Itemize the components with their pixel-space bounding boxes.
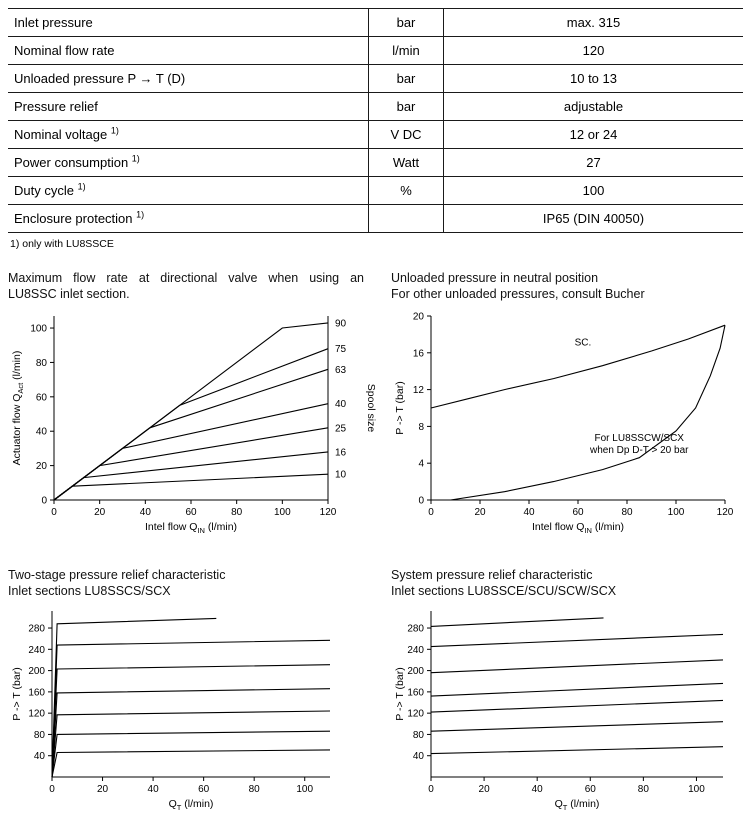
- footnote-marker: 1): [77, 181, 86, 192]
- svg-text:100: 100: [667, 507, 685, 518]
- svg-text:12: 12: [412, 385, 424, 397]
- svg-text:40: 40: [35, 426, 47, 438]
- svg-text:60: 60: [185, 507, 197, 518]
- spec-row: [8, 9, 743, 37]
- spec-unit: l/min: [369, 37, 444, 65]
- unloaded-pressure-plot: [391, 308, 739, 540]
- svg-text:20: 20: [96, 784, 109, 795]
- spec-value: 100: [444, 177, 744, 205]
- spec-table-body: [8, 9, 743, 233]
- spec-row: [8, 149, 743, 177]
- spec-param-label: Nominal voltage: [14, 127, 111, 142]
- spec-param: [8, 205, 369, 233]
- system-relief-plot: [391, 605, 739, 817]
- svg-text:60: 60: [584, 784, 596, 795]
- svg-text:60: 60: [572, 507, 584, 518]
- svg-text:25: 25: [335, 423, 347, 435]
- spec-param: [8, 149, 369, 177]
- svg-text:40: 40: [335, 399, 347, 411]
- svg-text:0: 0: [428, 784, 434, 795]
- spec-param-label: Pressure relief: [14, 99, 98, 114]
- two-stage-relief-plot: [8, 605, 344, 817]
- svg-text:20: 20: [474, 507, 486, 518]
- svg-text:80: 80: [35, 357, 47, 369]
- svg-text:100: 100: [688, 784, 705, 795]
- chart-max-flow-rate: [8, 270, 391, 545]
- spec-unit: [369, 205, 444, 233]
- spec-param: [8, 65, 369, 93]
- svg-text:120: 120: [28, 708, 45, 720]
- chart-title: [391, 270, 743, 302]
- svg-text:Spool size: Spool size: [365, 383, 376, 433]
- spec-value: 27: [444, 149, 744, 177]
- svg-text:20: 20: [35, 461, 47, 473]
- svg-text:240: 240: [28, 644, 45, 656]
- datasheet-page: [8, 8, 743, 822]
- svg-text:60: 60: [198, 784, 210, 795]
- chart-unloaded-pressure: [391, 270, 743, 545]
- spec-param-label: Duty cycle: [14, 183, 78, 198]
- footnote-marker: 1): [110, 125, 119, 136]
- spec-param-label: Enclosure protection: [14, 211, 137, 226]
- svg-text:200: 200: [407, 666, 424, 678]
- svg-text:80: 80: [412, 729, 424, 741]
- svg-text:when Dp D-T > 20 bar: when Dp D-T > 20 bar: [590, 445, 689, 457]
- spec-param-label: Power consumption: [14, 155, 132, 170]
- svg-text:160: 160: [407, 687, 424, 699]
- svg-text:80: 80: [637, 784, 649, 795]
- spec-value: 12 or 24: [444, 121, 744, 149]
- svg-text:0: 0: [428, 507, 434, 518]
- footnote-marker: 1): [136, 209, 145, 220]
- svg-text:SC.: SC.: [574, 337, 592, 349]
- svg-text:20: 20: [94, 507, 106, 518]
- svg-text:P -> T (bar): P -> T (bar): [394, 381, 406, 435]
- svg-text:Intel flow QIN (l/min): Intel flow $Q_{IN}$ (l/min): [144, 521, 238, 535]
- spec-unit: %: [369, 177, 444, 205]
- svg-text:40: 40: [33, 751, 45, 763]
- spec-param-label: Unloaded pressure P → T (D): [14, 71, 186, 86]
- chart-title-line-1: Unloaded pressure in neutral position: [391, 271, 599, 285]
- svg-text:8: 8: [418, 421, 424, 433]
- spec-param: [8, 177, 369, 205]
- svg-text:60: 60: [35, 392, 47, 404]
- chart-two-stage-relief: [8, 567, 391, 822]
- svg-text:80: 80: [621, 507, 633, 518]
- svg-text:For LU8SSCW/SCX: For LU8SSCW/SCX: [594, 433, 684, 445]
- spec-param-label: Nominal flow rate: [14, 43, 115, 58]
- svg-text:120: 120: [407, 708, 424, 720]
- svg-text:40: 40: [523, 507, 535, 518]
- spec-param: [8, 9, 369, 37]
- svg-text:120: 120: [319, 507, 337, 518]
- svg-text:80: 80: [231, 507, 243, 518]
- svg-text:16: 16: [412, 348, 424, 360]
- svg-text:40: 40: [147, 784, 159, 795]
- svg-text:4: 4: [418, 458, 424, 470]
- svg-text:100: 100: [273, 507, 291, 518]
- svg-text:100: 100: [296, 784, 314, 795]
- svg-text:P -> T (bar): P -> T (bar): [394, 667, 406, 721]
- spec-unit: bar: [369, 9, 444, 37]
- spec-row: [8, 93, 743, 121]
- spec-row: [8, 37, 743, 65]
- svg-text:160: 160: [28, 687, 45, 699]
- svg-text:10: 10: [335, 469, 347, 481]
- spec-value: IP65 (DIN 40050): [444, 205, 744, 233]
- spec-param: [8, 93, 369, 121]
- spec-row: [8, 65, 743, 93]
- svg-text:20: 20: [478, 784, 490, 795]
- chart-title-line-2: LU8SSC inlet section.: [8, 287, 130, 301]
- svg-text:63: 63: [335, 364, 347, 376]
- charts-grid: [8, 270, 743, 822]
- spec-value: adjustable: [444, 93, 744, 121]
- spec-row: [8, 121, 743, 149]
- spec-param: [8, 121, 369, 149]
- svg-text:40: 40: [412, 751, 424, 763]
- svg-text:20: 20: [412, 311, 424, 323]
- svg-text:80: 80: [33, 729, 45, 741]
- svg-text:40: 40: [139, 507, 151, 518]
- chart-title-line-2: For other unloaded pressures, consult Bucher: [391, 287, 645, 301]
- chart-title-line-2: Inlet sections LU8SSCS/SCX: [8, 584, 171, 598]
- spec-unit: V DC: [369, 121, 444, 149]
- spec-value: 10 to 13: [444, 65, 744, 93]
- footnote-marker: 1): [131, 153, 140, 164]
- chart-title-line-2: Inlet sections LU8SSCE/SCU/SCW/SCX: [391, 584, 617, 598]
- table-footnote: 1) only with LU8SSCE: [10, 238, 114, 250]
- spec-param-label: Inlet pressure: [14, 15, 93, 30]
- svg-text:120: 120: [716, 507, 734, 518]
- svg-text:200: 200: [28, 666, 45, 678]
- svg-text:80: 80: [248, 784, 260, 795]
- svg-text:0: 0: [41, 495, 47, 507]
- chart-title-line-1: Two-stage pressure relief characteristic: [8, 568, 226, 582]
- svg-text:P -> T (bar): P -> T (bar): [11, 667, 23, 721]
- chart-title: [8, 567, 391, 599]
- chart-system-relief: [391, 567, 743, 822]
- svg-text:100: 100: [30, 323, 47, 335]
- spec-unit: bar: [369, 65, 444, 93]
- svg-text:QT (l/min): $Q_T$ (l/min): [554, 798, 600, 812]
- chart-title-line-1: Maximum flow rate at directional valve when using an: [8, 271, 364, 285]
- svg-text:0: 0: [418, 495, 424, 507]
- svg-text:QT (l/min): $Q_T$ (l/min): [168, 798, 214, 812]
- svg-text:280: 280: [28, 623, 45, 635]
- spec-value: max. 315: [444, 9, 744, 37]
- chart-title: [391, 567, 743, 599]
- spec-row: [8, 205, 743, 233]
- svg-text:40: 40: [531, 784, 543, 795]
- spec-value: 120: [444, 37, 744, 65]
- svg-text:75: 75: [335, 344, 347, 356]
- chart-title: [8, 270, 391, 302]
- spec-param: [8, 37, 369, 65]
- spec-table: [8, 8, 743, 233]
- chart-title-line-1: System pressure relief characteristic: [391, 568, 593, 582]
- max-flow-rate-plot: [8, 308, 376, 540]
- svg-text:240: 240: [407, 644, 424, 656]
- spec-row: [8, 177, 743, 205]
- svg-text:0: 0: [49, 784, 55, 795]
- svg-text:0: 0: [51, 507, 57, 518]
- svg-text:280: 280: [407, 623, 424, 635]
- svg-text:16: 16: [335, 447, 347, 459]
- svg-text:90: 90: [335, 318, 347, 330]
- svg-text:Actuator flow QAct (l/min): Actuator flow $Q_{Act}$ (l/min): [11, 350, 25, 466]
- spec-unit: bar: [369, 93, 444, 121]
- svg-text:Intel flow QIN (l/min): Intel flow $Q_{IN}$ (l/min): [531, 521, 625, 535]
- spec-unit: Watt: [369, 149, 444, 177]
